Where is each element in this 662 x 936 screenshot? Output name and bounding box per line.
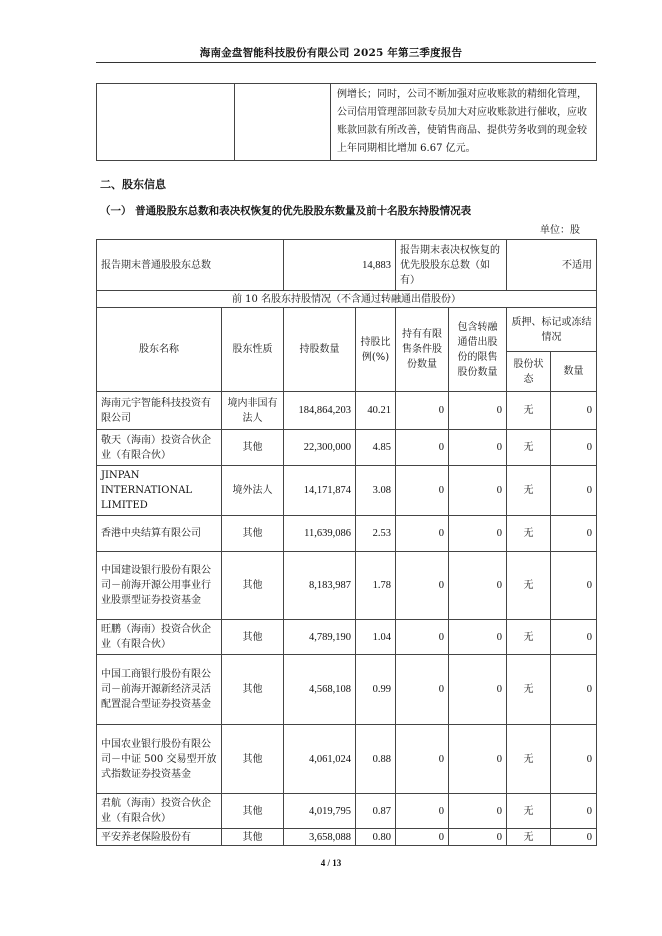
shareholder-name: 平安养老保险股份有 — [97, 829, 222, 846]
shareholder-name: 敬天（海南）投资合伙企业（有限合伙） — [97, 430, 222, 466]
pledge-qty: 0 — [551, 552, 597, 620]
pledge-qty: 0 — [551, 794, 597, 829]
lending-shares: 0 — [449, 466, 507, 516]
pledge-qty: 0 — [551, 392, 597, 430]
restricted-shares: 0 — [396, 466, 449, 516]
pledge-status: 无 — [507, 392, 551, 430]
pledge-qty: 0 — [551, 725, 597, 794]
restricted-shares: 0 — [396, 552, 449, 620]
section-subtitle: （一） 普通股股东总数和表决权恢复的优先股股东数量及前十名股东持股情况表 — [100, 205, 472, 217]
restricted-shares: 0 — [396, 794, 449, 829]
continuation-text: 例增长；同时，公司不断加强对应收账款的精细化管理，公司信用管理部回款专员加大对应收账款进行催收，应收账款回款有所改善，使销售商品、提供劳务收到的现金较上年同期相比增加 6.67 亿元。 — [331, 84, 597, 161]
shareholder-nature: 其他 — [222, 829, 284, 846]
restricted-shares: 0 — [396, 829, 449, 846]
shareholder-name: 旺鹏（海南）投资合伙企业（有限合伙） — [97, 620, 222, 655]
shareholder-name: 海南元宇智能科技投资有限公司 — [97, 392, 222, 430]
pledge-qty: 0 — [551, 466, 597, 516]
unit-label: 单位：股 — [540, 225, 580, 236]
share-ratio: 4.85 — [356, 430, 396, 466]
table-row — [97, 794, 597, 829]
pledge-status: 无 — [507, 430, 551, 466]
lending-shares: 0 — [449, 620, 507, 655]
continuation-cell-empty-2 — [235, 84, 331, 161]
pledge-status: 无 — [507, 552, 551, 620]
col-header-lending: 包含转融通借出股份的限售股份数量 — [449, 308, 507, 392]
caption-row — [97, 291, 597, 308]
section-title: 二、股东信息 — [100, 178, 166, 191]
shares-held: 22,300,000 — [284, 430, 356, 466]
top10-caption: 前 10 名股东持股情况（不含通过转融通出借股份） — [97, 291, 597, 308]
pledge-qty: 0 — [551, 620, 597, 655]
shareholder-name: 君航（海南）投资合伙企业（有限合伙） — [97, 794, 222, 829]
lending-shares: 0 — [449, 655, 507, 725]
restricted-shares: 0 — [396, 516, 449, 552]
lending-shares: 0 — [449, 552, 507, 620]
summary-pref-value: 不适用 — [507, 240, 597, 291]
pledge-status: 无 — [507, 466, 551, 516]
restricted-shares: 0 — [396, 725, 449, 794]
table-row — [97, 392, 597, 430]
share-ratio: 1.78 — [356, 552, 396, 620]
table-row — [97, 516, 597, 552]
lending-shares: 0 — [449, 829, 507, 846]
header-rule — [96, 62, 596, 63]
shareholder-name: 香港中央结算有限公司 — [97, 516, 222, 552]
shares-held: 11,639,086 — [284, 516, 356, 552]
summary-pref-label: 报告期末表决权恢复的优先股股东总数（如有） — [396, 240, 507, 291]
shares-held: 4,019,795 — [284, 794, 356, 829]
table-row — [97, 430, 597, 466]
shareholder-nature: 其他 — [222, 620, 284, 655]
page-number: 4 / 13 — [320, 858, 342, 868]
table-row — [97, 725, 597, 794]
summary-total-value: 14,883 — [284, 240, 396, 291]
shareholder-nature: 其他 — [222, 430, 284, 466]
pledge-qty: 0 — [551, 829, 597, 846]
col-header-name: 股东名称 — [97, 308, 222, 392]
share-ratio: 0.99 — [356, 655, 396, 725]
share-ratio: 0.80 — [356, 829, 396, 846]
col-header-pledge-status: 股份状态 — [507, 352, 551, 392]
shares-held: 3,658,088 — [284, 829, 356, 846]
page-header: 海南金盘智能科技股份有限公司 2025 年第三季度报告 — [199, 47, 463, 59]
pledge-qty: 0 — [551, 516, 597, 552]
shares-held: 184,864,203 — [284, 392, 356, 430]
lending-shares: 0 — [449, 430, 507, 466]
col-header-shares: 持股数量 — [284, 308, 356, 392]
pledge-status: 无 — [507, 829, 551, 846]
share-ratio: 3.08 — [356, 466, 396, 516]
shareholder-name: JINPAN INTERNATIONAL LIMITED — [97, 466, 222, 516]
summary-row — [97, 240, 597, 291]
shareholder-nature: 其他 — [222, 516, 284, 552]
shares-held: 4,061,024 — [284, 725, 356, 794]
pledge-status: 无 — [507, 655, 551, 725]
shareholder-nature: 其他 — [222, 725, 284, 794]
pledge-status: 无 — [507, 725, 551, 794]
shares-held: 14,171,874 — [284, 466, 356, 516]
shareholder-nature: 其他 — [222, 794, 284, 829]
col-header-nature: 股东性质 — [222, 308, 284, 392]
restricted-shares: 0 — [396, 620, 449, 655]
share-ratio: 0.87 — [356, 794, 396, 829]
pledge-status: 无 — [507, 620, 551, 655]
lending-shares: 0 — [449, 725, 507, 794]
share-ratio: 2.53 — [356, 516, 396, 552]
col-header-pledge: 质押、标记或冻结情况 — [507, 308, 597, 352]
lending-shares: 0 — [449, 392, 507, 430]
col-header-restricted: 持有有限售条件股份数量 — [396, 308, 449, 392]
continuation-row — [97, 84, 597, 161]
pledge-status: 无 — [507, 794, 551, 829]
shares-held: 8,183,987 — [284, 552, 356, 620]
table-row — [97, 620, 597, 655]
shareholder-name: 中国建设银行股份有限公司－前海开源公用事业行业股票型证券投资基金 — [97, 552, 222, 620]
table-row — [97, 466, 597, 516]
shares-held: 4,789,190 — [284, 620, 356, 655]
shareholder-nature: 其他 — [222, 552, 284, 620]
lending-shares: 0 — [449, 516, 507, 552]
continuation-cell-empty-1 — [97, 84, 235, 161]
table-row — [97, 829, 597, 846]
share-ratio: 40.21 — [356, 392, 396, 430]
shareholder-name: 中国农业银行股份有限公司－中证 500 交易型开放式指数证券投资基金 — [97, 725, 222, 794]
shareholder-nature: 其他 — [222, 655, 284, 725]
header-row-1 — [97, 308, 597, 352]
continuation-table — [96, 83, 597, 161]
shares-held: 4,568,108 — [284, 655, 356, 725]
restricted-shares: 0 — [396, 655, 449, 725]
shareholder-nature: 境内非国有法人 — [222, 392, 284, 430]
pledge-qty: 0 — [551, 655, 597, 725]
shareholder-table — [96, 239, 597, 846]
summary-total-label: 报告期末普通股股东总数 — [97, 240, 284, 291]
col-header-ratio: 持股比例(%) — [356, 308, 396, 392]
shareholder-nature: 境外法人 — [222, 466, 284, 516]
lending-shares: 0 — [449, 794, 507, 829]
share-ratio: 0.88 — [356, 725, 396, 794]
table-row — [97, 655, 597, 725]
restricted-shares: 0 — [396, 392, 449, 430]
restricted-shares: 0 — [396, 430, 449, 466]
pledge-status: 无 — [507, 516, 551, 552]
shareholder-name: 中国工商银行股份有限公司－前海开源新经济灵活配置混合型证券投资基金 — [97, 655, 222, 725]
pledge-qty: 0 — [551, 430, 597, 466]
share-ratio: 1.04 — [356, 620, 396, 655]
col-header-pledge-qty: 数量 — [551, 352, 597, 392]
table-row — [97, 552, 597, 620]
